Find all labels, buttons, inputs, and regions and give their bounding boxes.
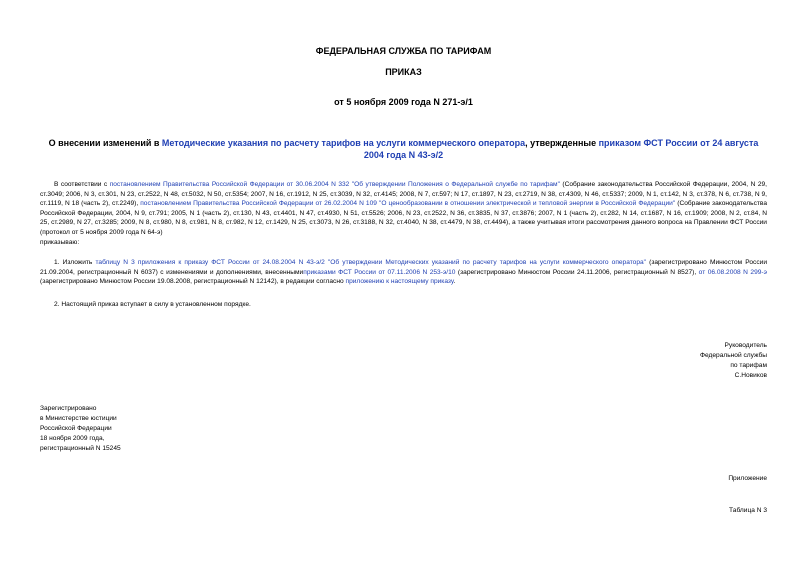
link-appendix[interactable]: приложению к настоящему приказу xyxy=(345,278,454,286)
link-government-decree-332[interactable]: постановлением Правительства Российской Федерации от 30.06.2004 N 332 "Об утверждении Положения о Федеральной службе по тарифам" xyxy=(109,181,560,188)
signature-line-1: Руководитель xyxy=(724,342,767,349)
link-order-299[interactable]: от 06.08.2008 N 299-э xyxy=(698,268,767,276)
registration-line-4: 18 ноября 2009 года, xyxy=(40,435,105,442)
para1-text-1: В соответствии с xyxy=(54,181,110,188)
agency-heading: ФЕДЕРАЛЬНАЯ СЛУЖБА ПО ТАРИФАМ xyxy=(315,46,492,56)
paragraph-basis xyxy=(40,180,767,238)
doc-type-heading: ПРИКАЗ xyxy=(385,67,422,77)
link-orders-253[interactable]: приказами ФСТ России от 07.11.2006 N 253-э/10 xyxy=(303,268,456,276)
registration-line-5: регистрационный N 15245 xyxy=(40,445,121,452)
paragraph-item-2: 2. Настоящий приказ вступает в силу в установленном порядке. xyxy=(54,301,251,308)
para2-text-1: 1. Изложить xyxy=(54,259,96,266)
registration-line-1: Зарегистрировано xyxy=(40,405,97,412)
signature-line-2: Федеральной службы xyxy=(699,352,767,359)
para2-text-3: (зарегистрировано Минюстом России 24.11.2006, регистрационный N 8527), xyxy=(455,268,699,276)
paragraph-item-1 xyxy=(40,258,767,287)
document-title xyxy=(40,137,767,161)
registration-line-2: в Министерстве юстиции xyxy=(40,415,117,422)
para1-text-2: (Собрание законодательства Российской Федерации, 2004, N 29, ст.3049; 2006, N 3, ст.301, N 23, ст.2522, N 48, ст.5032, N 50, ст.5354; 2007, N 16, ст.1912, N 25, ст.3039, N 32, ст.4145; 2008, N 7, ст.597; N 17, ст.1897, N 23, ст.2719, N 38, ст.4309, N 46, ст.5337; 2009, N 1, ст.142, N 3, ст.378, N 6, ст.738, N 9, ст.1119, N 18 (часть 2), ст.2249), xyxy=(40,181,767,208)
registration-block xyxy=(40,404,121,454)
prikazyvayu-label: приказываю: xyxy=(40,239,80,246)
signature-name: С.Новиков xyxy=(734,372,767,379)
appendix-label: Приложение xyxy=(728,475,767,482)
title-middle: , утвержденные xyxy=(525,138,599,148)
title-link-methodical-guidelines[interactable]: Методические указания по расчету тарифов на услуги коммерческого оператора xyxy=(161,138,526,148)
para1-text-3: (Собрание законодательства Российской Федерации, 2004, N 9, ст.791; 2005, N 1 (часть 2), ст.130, N 43, ст.4401, N 47, ст.4930, N 51, ст.5526; 2006, N 23, ст.2522, N 36, ст.3835, N 37, ст.3876; 2007, N 1 (часть 2), ст.282, N 14, ст.1687, N 16, ст.1909; 2008, N 2, ст.84, N 25, ст.2989, N 27, ст.3285; 2009, N 8, ст.980, N 8, ст.981, N 8, ст.982, N 12, ст.1429, N 25, ст.3073, N 26, ст.3188, N 32, ст.4040, N 38, ст.4479, N 38, ст.4494), а также учитывая итоги рассмотрения данного вопроса на Правлении ФСТ России (протокол от 5 ноября 2009 года N 64-э) xyxy=(40,200,767,236)
para2-text-4: (зарегистрировано Минюстом России 19.08.2008, регистрационный N 12142), в редакции согласно xyxy=(40,278,346,286)
para2-text-5: . xyxy=(453,278,456,286)
title-link-fst-order[interactable]: приказом ФСТ России от 24 августа 2004 года N 43-э/2 xyxy=(363,138,759,160)
link-government-decree-109[interactable]: постановлением Правительства Российской Федерации от 26.02.2004 N 109 "О ценообразовании в отношении электрической и тепловой энергии в Российской Федерации" xyxy=(140,200,676,208)
signature-line-3: по тарифам xyxy=(730,362,767,369)
para2-text-2: (зарегистрировано Минюстом России 21.09.2004, регистрационный N 6037) с изменениями и дополнениями, внесенными xyxy=(40,259,767,276)
link-table-3[interactable]: таблицу N 3 приложения к приказу ФСТ России от 24.08.2004 N 43-э/2 "Об утверждении Методических указаний по расчету тарифов на услуги коммерческого оператора" xyxy=(95,259,647,266)
title-prefix: О внесении изменений в xyxy=(48,138,162,148)
order-date-number: от 5 ноября 2009 года N 271-э/1 xyxy=(334,97,473,107)
table-label: Таблица N 3 xyxy=(729,507,767,514)
registration-line-3: Российской Федерации xyxy=(40,425,112,432)
signature-block xyxy=(700,341,767,381)
